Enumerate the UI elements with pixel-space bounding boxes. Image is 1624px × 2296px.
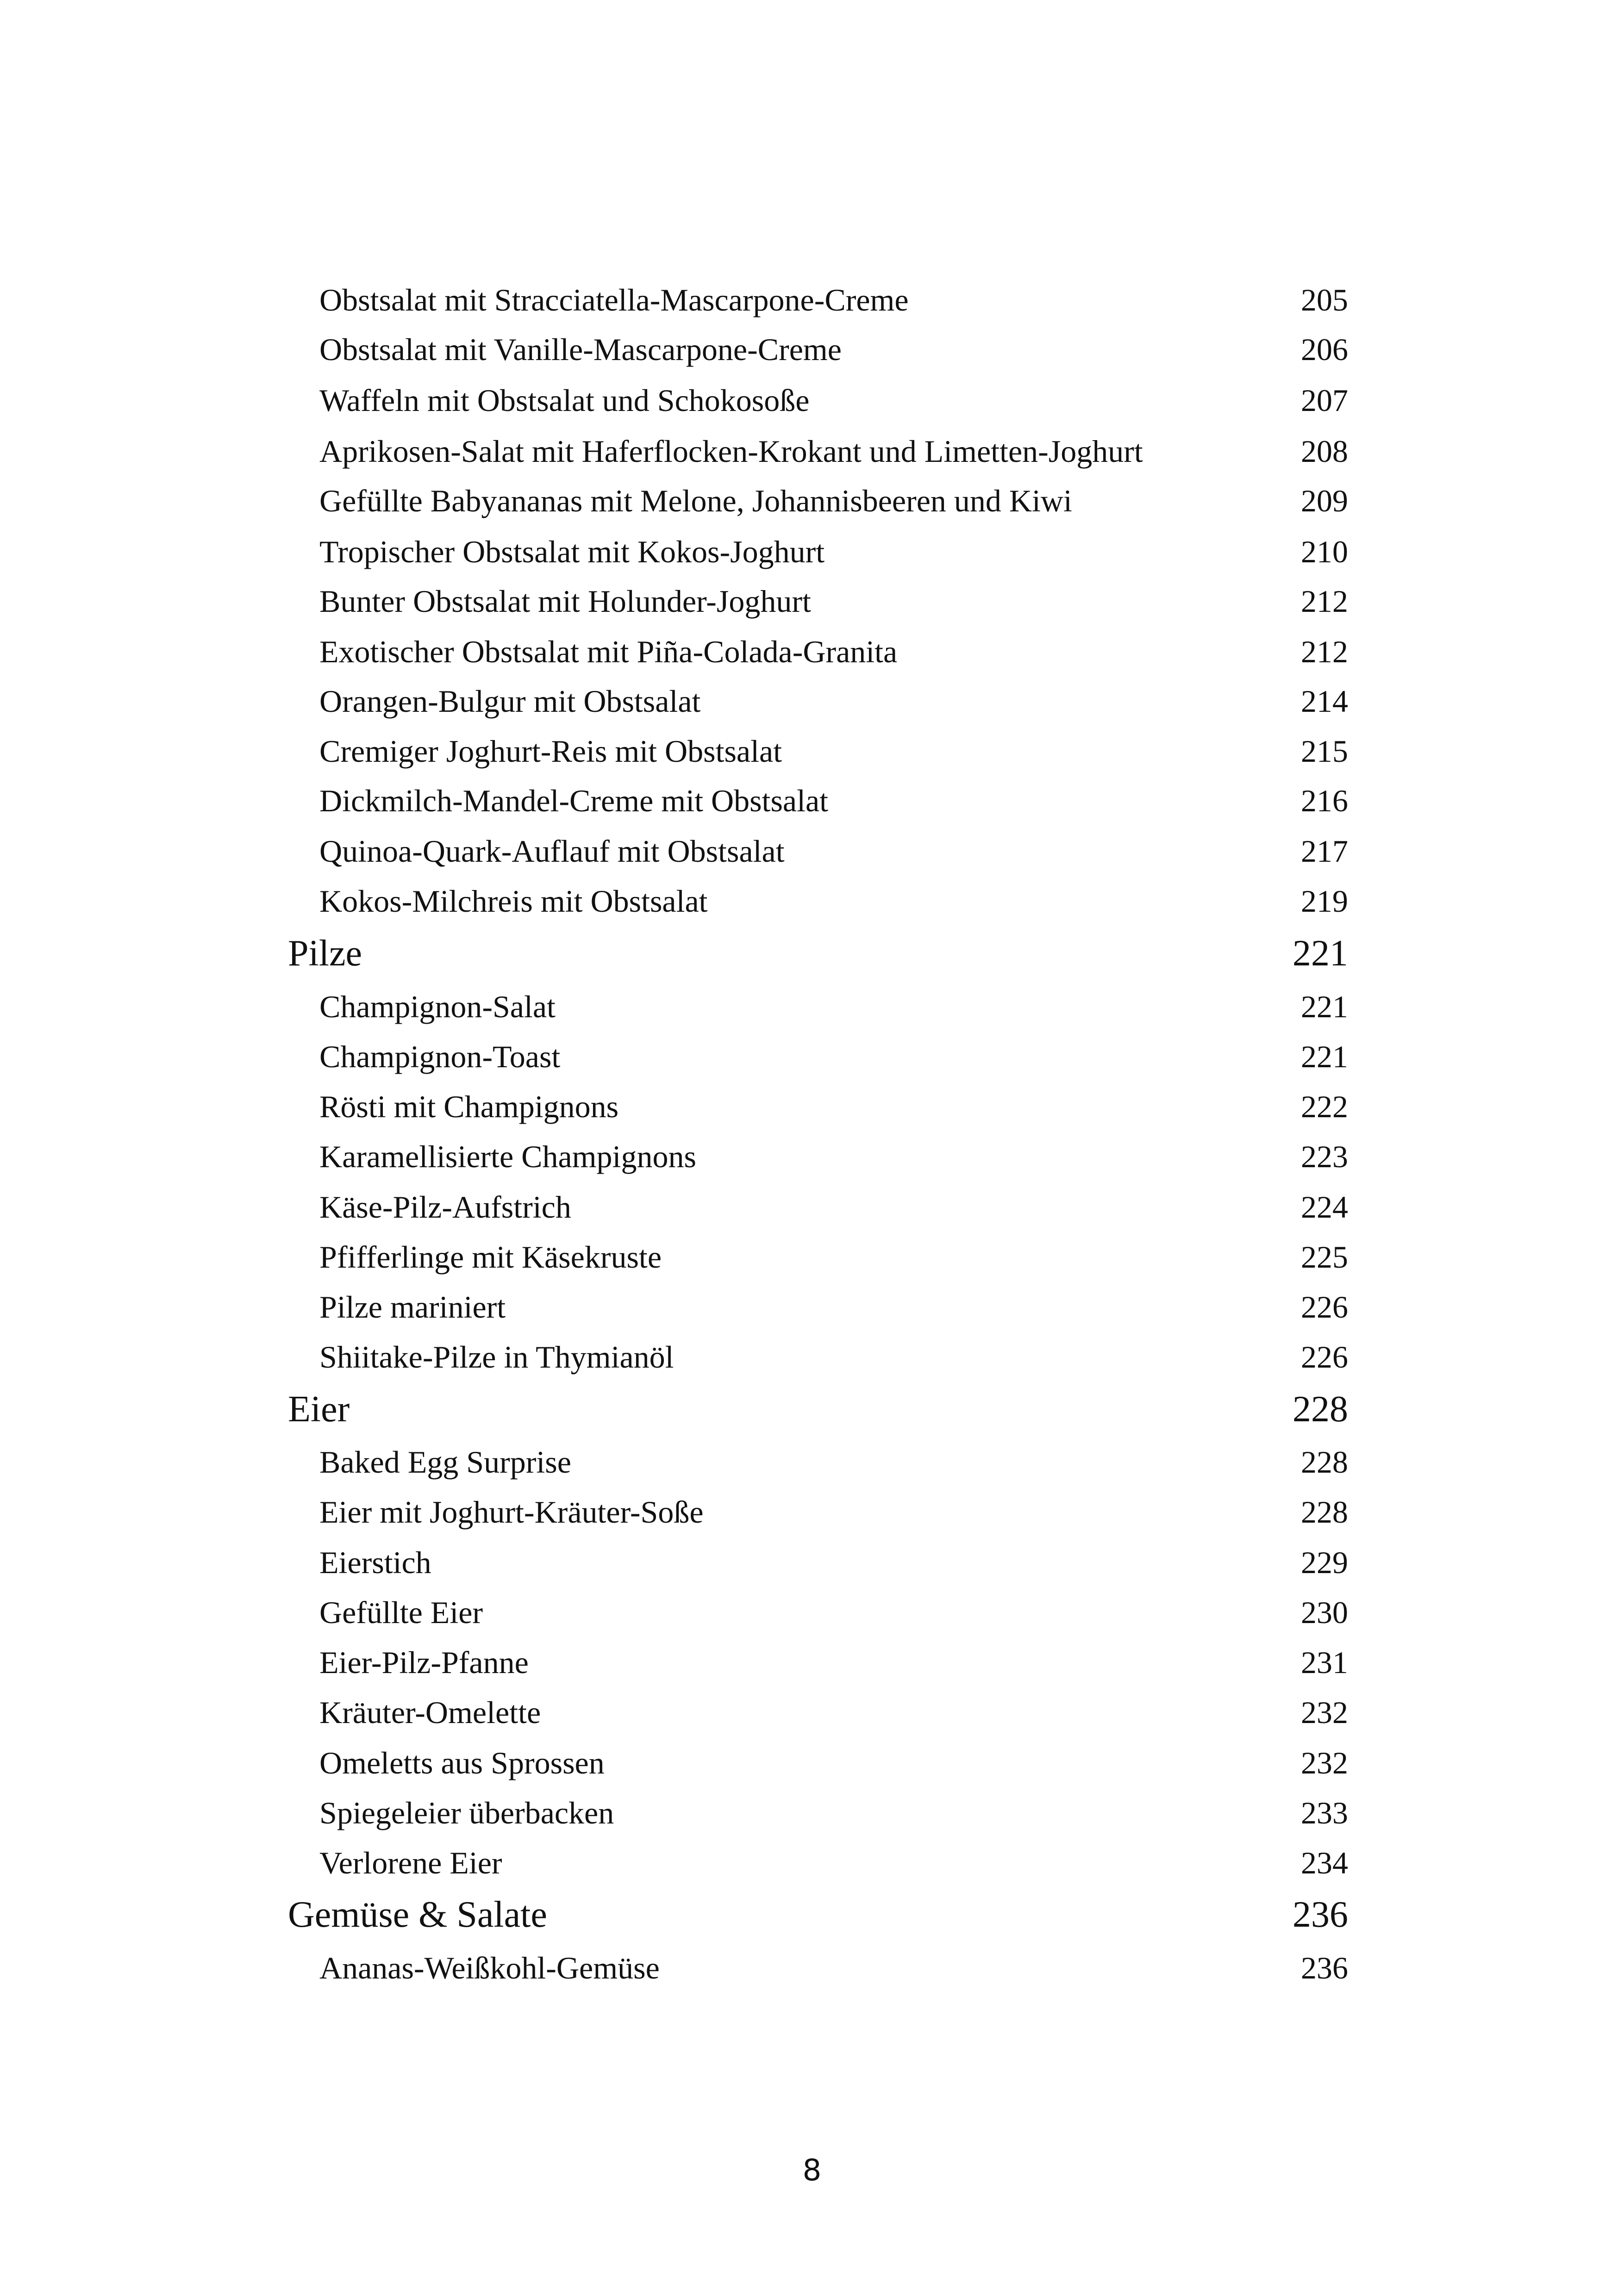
toc-entry — [0, 1133, 1624, 1180]
toc-entry — [0, 678, 1624, 724]
entry-title: Orangen-Bulgur mit Obstsalat — [319, 684, 701, 719]
entry-page-number: 225 — [1301, 1239, 1348, 1275]
entry-title: Dickmilch-Mandel-Creme mit Obstsalat — [319, 783, 829, 818]
entry-page-number: 206 — [1301, 332, 1348, 367]
entry-page-number: 236 — [1301, 1950, 1348, 1985]
entry-title: Karamellisierte Champignons — [319, 1139, 696, 1174]
entry-page-number: 230 — [1301, 1595, 1348, 1630]
toc-entry — [0, 728, 1624, 774]
entry-page-number: 207 — [1301, 383, 1348, 418]
entry-title: Tropischer Obstsalat mit Kokos-Joghurt — [319, 534, 825, 569]
toc-entry — [0, 1033, 1624, 1080]
entry-page-number: 234 — [1301, 1845, 1348, 1880]
entry-page-number: 233 — [1301, 1795, 1348, 1830]
toc-section-heading — [0, 1889, 1624, 1940]
entry-page-number: 219 — [1301, 884, 1348, 919]
entry-page-number: 228 — [1301, 1444, 1348, 1480]
entry-title: Champignon-Toast — [319, 1039, 561, 1074]
entry-title: Obstsalat mit Vanille-Mascarpone-Creme — [319, 332, 842, 367]
entry-title: Shiitake-Pilze in Thymianöl — [319, 1339, 674, 1375]
entry-title: Omeletts aus Sprossen — [319, 1745, 605, 1780]
toc-entry — [0, 478, 1624, 524]
toc-entry — [0, 983, 1624, 1030]
entry-title: Aprikosen-Salat mit Haferflocken-Krokant und Limetten-Joghurt — [319, 434, 1143, 469]
entry-title: Verlorene Eier — [319, 1845, 502, 1880]
entry-page-number: 209 — [1301, 483, 1348, 518]
toc-entry — [0, 1689, 1624, 1736]
toc-entry — [0, 878, 1624, 924]
entry-page-number: 208 — [1301, 434, 1348, 469]
entry-title: Kräuter-Omelette — [319, 1695, 541, 1730]
entry-title: Pfifferlinge mit Käsekruste — [319, 1239, 662, 1275]
section-page-number: 221 — [1293, 933, 1348, 974]
entry-page-number: 216 — [1301, 783, 1348, 818]
entry-page-number: 212 — [1301, 634, 1348, 669]
toc-entry — [0, 326, 1624, 373]
section-page-number: 228 — [1293, 1389, 1348, 1430]
toc-entry — [0, 1840, 1624, 1886]
toc-entry — [0, 1639, 1624, 1686]
entry-title: Ananas-Weißkohl-Gemüse — [319, 1950, 660, 1985]
toc-entry — [0, 1184, 1624, 1230]
entry-page-number: 223 — [1301, 1139, 1348, 1174]
toc-entry — [0, 1439, 1624, 1485]
page-number: 8 — [802, 2153, 822, 2188]
toc-entry — [0, 1740, 1624, 1786]
entry-page-number: 212 — [1301, 584, 1348, 619]
entry-page-number: 226 — [1301, 1339, 1348, 1375]
toc-entry — [0, 1790, 1624, 1836]
toc-entry — [0, 578, 1624, 624]
entry-page-number: 232 — [1301, 1695, 1348, 1730]
section-page-number: 236 — [1293, 1894, 1348, 1935]
toc-entry — [0, 1334, 1624, 1380]
toc-entry — [0, 1489, 1624, 1535]
toc-entry — [0, 1539, 1624, 1586]
section-title: Pilze — [288, 933, 362, 974]
entry-page-number: 222 — [1301, 1089, 1348, 1124]
toc-entry — [0, 1284, 1624, 1330]
entry-page-number: 214 — [1301, 684, 1348, 719]
entry-title: Quinoa-Quark-Auflauf mit Obstsalat — [319, 834, 785, 869]
toc-entry — [0, 428, 1624, 474]
entry-page-number: 221 — [1301, 989, 1348, 1024]
entry-title: Spiegeleier überbacken — [319, 1795, 614, 1830]
entry-title: Gefüllte Babyananas mit Melone, Johannisbeeren und Kiwi — [319, 483, 1072, 518]
entry-page-number: 210 — [1301, 534, 1348, 569]
entry-title: Kokos-Milchreis mit Obstsalat — [319, 884, 708, 919]
entry-page-number: 215 — [1301, 734, 1348, 769]
entry-title: Gefüllte Eier — [319, 1595, 483, 1630]
toc-section-heading — [0, 928, 1624, 979]
entry-page-number: 205 — [1301, 282, 1348, 317]
section-title: Eier — [288, 1389, 350, 1430]
entry-title: Exotischer Obstsalat mit Piña-Colada-Granita — [319, 634, 898, 669]
entry-title: Eier mit Joghurt-Kräuter-Soße — [319, 1494, 704, 1530]
entry-page-number: 228 — [1301, 1494, 1348, 1530]
entry-title: Obstsalat mit Stracciatella-Mascarpone-Creme — [319, 282, 909, 317]
section-title: Gemüse & Salate — [288, 1894, 547, 1935]
toc-entry — [0, 1589, 1624, 1636]
toc-entry — [0, 1083, 1624, 1130]
toc-entry — [0, 828, 1624, 874]
toc-entry — [0, 1945, 1624, 1991]
entry-title: Pilze mariniert — [319, 1289, 506, 1325]
entry-page-number: 221 — [1301, 1039, 1348, 1074]
entry-page-number: 224 — [1301, 1189, 1348, 1225]
entry-title: Champignon-Salat — [319, 989, 556, 1024]
entry-title: Waffeln mit Obstsalat und Schokosoße — [319, 383, 810, 418]
toc-entry — [0, 628, 1624, 675]
entry-title: Baked Egg Surprise — [319, 1444, 571, 1480]
entry-page-number: 226 — [1301, 1289, 1348, 1325]
toc-entry — [0, 1234, 1624, 1280]
entry-title: Bunter Obstsalat mit Holunder-Joghurt — [319, 584, 811, 619]
entry-title: Eier-Pilz-Pfanne — [319, 1645, 529, 1680]
entry-title: Eierstich — [319, 1545, 431, 1580]
entry-title: Rösti mit Champignons — [319, 1089, 619, 1124]
entry-page-number: 232 — [1301, 1745, 1348, 1780]
toc-entry — [0, 377, 1624, 423]
entry-page-number: 229 — [1301, 1545, 1348, 1580]
entry-title: Cremiger Joghurt-Reis mit Obstsalat — [319, 734, 782, 769]
entry-title: Käse-Pilz-Aufstrich — [319, 1189, 571, 1225]
toc-section-heading — [0, 1384, 1624, 1435]
entry-page-number: 217 — [1301, 834, 1348, 869]
toc-entry — [0, 778, 1624, 824]
toc-entry — [0, 529, 1624, 575]
toc-entry — [0, 277, 1624, 323]
entry-page-number: 231 — [1301, 1645, 1348, 1680]
